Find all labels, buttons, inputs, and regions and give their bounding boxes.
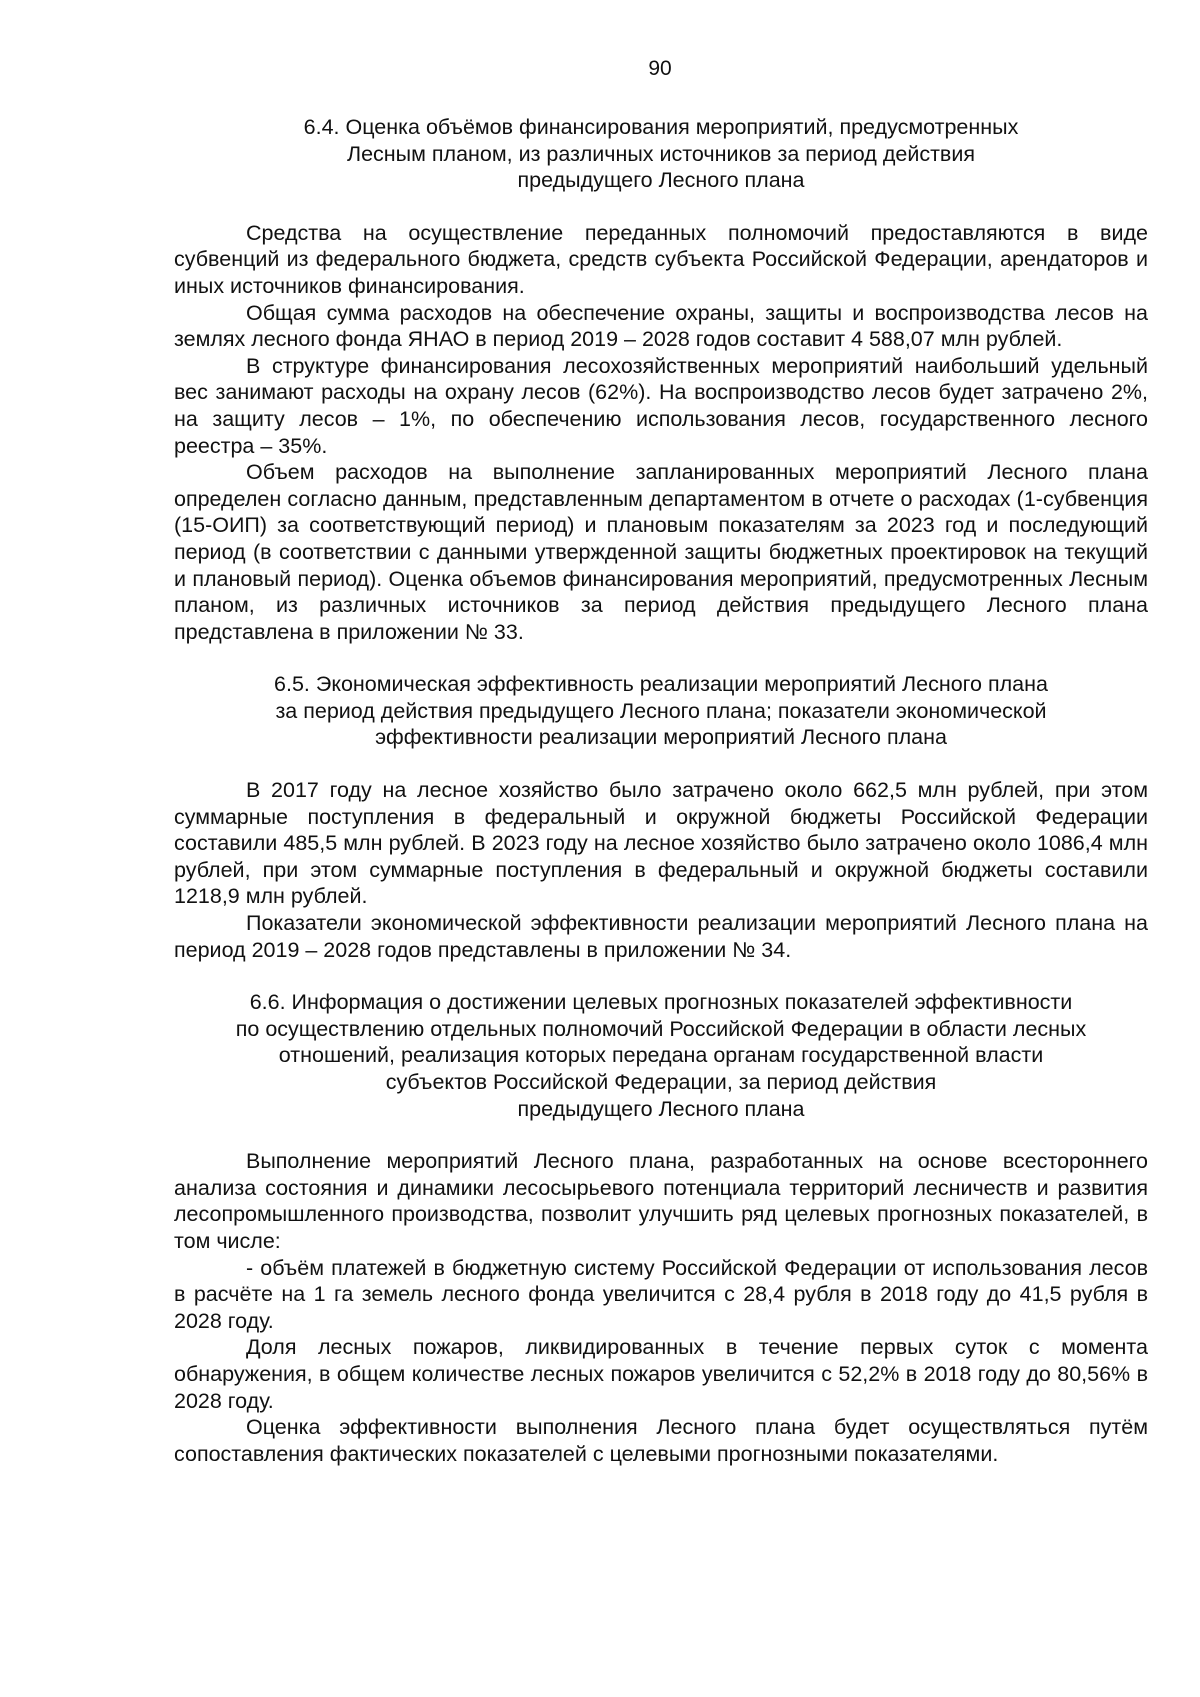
heading-line: субъектов Российской Федерации, за период действия <box>385 1070 937 1094</box>
spacer <box>174 194 1148 220</box>
paragraph: Доля лесных пожаров, ликвидированных в течение первых суток с момента обнаружения, в общем количестве лесных пожаров увеличится с 52,2% в 2018 году до 80,56% в 2028 году. <box>174 1335 1148 1413</box>
heading-line: предыдущего Лесного плана <box>517 168 805 193</box>
heading-line: 6.6. Информация о достижении целевых прогнозных показателей эффективности <box>249 990 1073 1015</box>
paragraph: Общая сумма расходов на обеспечение охраны, защиты и воспроизводства лесов на землях лесного фонда ЯНАО в период 2019 – 2028 годов составит 4 588,07 млн рублей. <box>174 300 1148 352</box>
heading-line: отношений, реализация которых передана органам государственной власти <box>278 1043 1044 1068</box>
heading-line: за период действия предыдущего Лесного плана; показатели экономической <box>275 698 1047 723</box>
heading-line: 6.5. Экономическая эффективность реализации мероприятий Лесного плана <box>274 672 1048 697</box>
paragraph: Показатели экономической эффективности реализации мероприятий Лесного плана на период 2019 – 2028 годов представлены в приложении № 34. <box>174 911 1148 962</box>
heading-line: предыдущего Лесного плана <box>517 1096 805 1121</box>
paragraph: Средства на осуществление переданных полномочий предоставляются в виде субвенций из федерального бюджета, средств субъекта Российской Федерации, арендаторов и иных источников финансирования. <box>174 220 1148 298</box>
paragraph: Объем расходов на выполнение запланированных мероприятий Лесного плана определен согласно данным, представленным департаментом в отчете о расходах (1-субвенция (15-ОИП) за соответствующий период) и плановым показателям за 2023 год и последующий период (в соответствии с данными утвержденной защиты бюджетных проектировок на текущий и плановый период). Оценка объемов финансирования мероприятий, предусмотренных Лесным планом, из различных источников за период действия предыдущего Лесного плана представлена в приложении № 33. <box>174 460 1148 644</box>
section-6-6-heading <box>174 989 1148 1122</box>
paragraph: Выполнение мероприятий Лесного плана, разработанных на основе всестороннего анализа состояния и динамики лесосырьевого потенциала территорий лесничеств и развития лесопромышленного производства, позволит улучшить ряд целевых прогнозных показателей, в том числе: <box>174 1149 1148 1253</box>
page-number: 90 <box>648 57 672 80</box>
section-6-5-heading <box>174 671 1148 751</box>
spacer <box>174 963 1148 989</box>
page-content <box>174 114 1148 1467</box>
spacer <box>174 751 1148 777</box>
paragraph: - объём платежей в бюджетную систему Российской Федерации от использования лесов в расчёте на 1 га земель лесного фонда увеличится с 28,4 рубля в 2018 году до 41,5 рубля в 2028 году. <box>174 1255 1148 1333</box>
paragraph: В 2017 году на лесное хозяйство было затрачено около 662,5 млн рублей, при этом суммарные поступления в федеральный и окружной бюджеты Российской Федерации составили 485,5 млн рублей. В 2023 году на лесное хозяйство было затрачено около 1086,4 млн рублей, при этом суммарные поступления в федеральный и окружной бюджеты составили 1218,9 млн рублей. <box>174 778 1148 909</box>
heading-line: 6.4. Оценка объёмов финансирования мероприятий, предусмотренных <box>303 115 1019 139</box>
spacer <box>174 645 1148 671</box>
spacer <box>174 1122 1148 1148</box>
paragraph: В структуре финансирования лесохозяйственных мероприятий наибольший удельный вес занимают расходы на охрану лесов (62%). На воспроизводство лесов будет затрачено 2%, на защиту лесов – 1%, по обеспечению использования лесов, государственного лесного реестра – 35%. <box>174 353 1148 458</box>
heading-line: по осуществлению отдельных полномочий Российской Федерации в области лесных <box>235 1016 1087 1041</box>
paragraph: Оценка эффективности выполнения Лесного плана будет осуществляться путём сопоставления фактических показателей с целевыми прогнозными показателями. <box>174 1415 1148 1466</box>
heading-line: эффективности реализации мероприятий Лесного плана <box>375 725 947 750</box>
heading-line: Лесным планом, из различных источников за период действия <box>346 141 975 166</box>
section-6-4-heading <box>174 114 1148 194</box>
